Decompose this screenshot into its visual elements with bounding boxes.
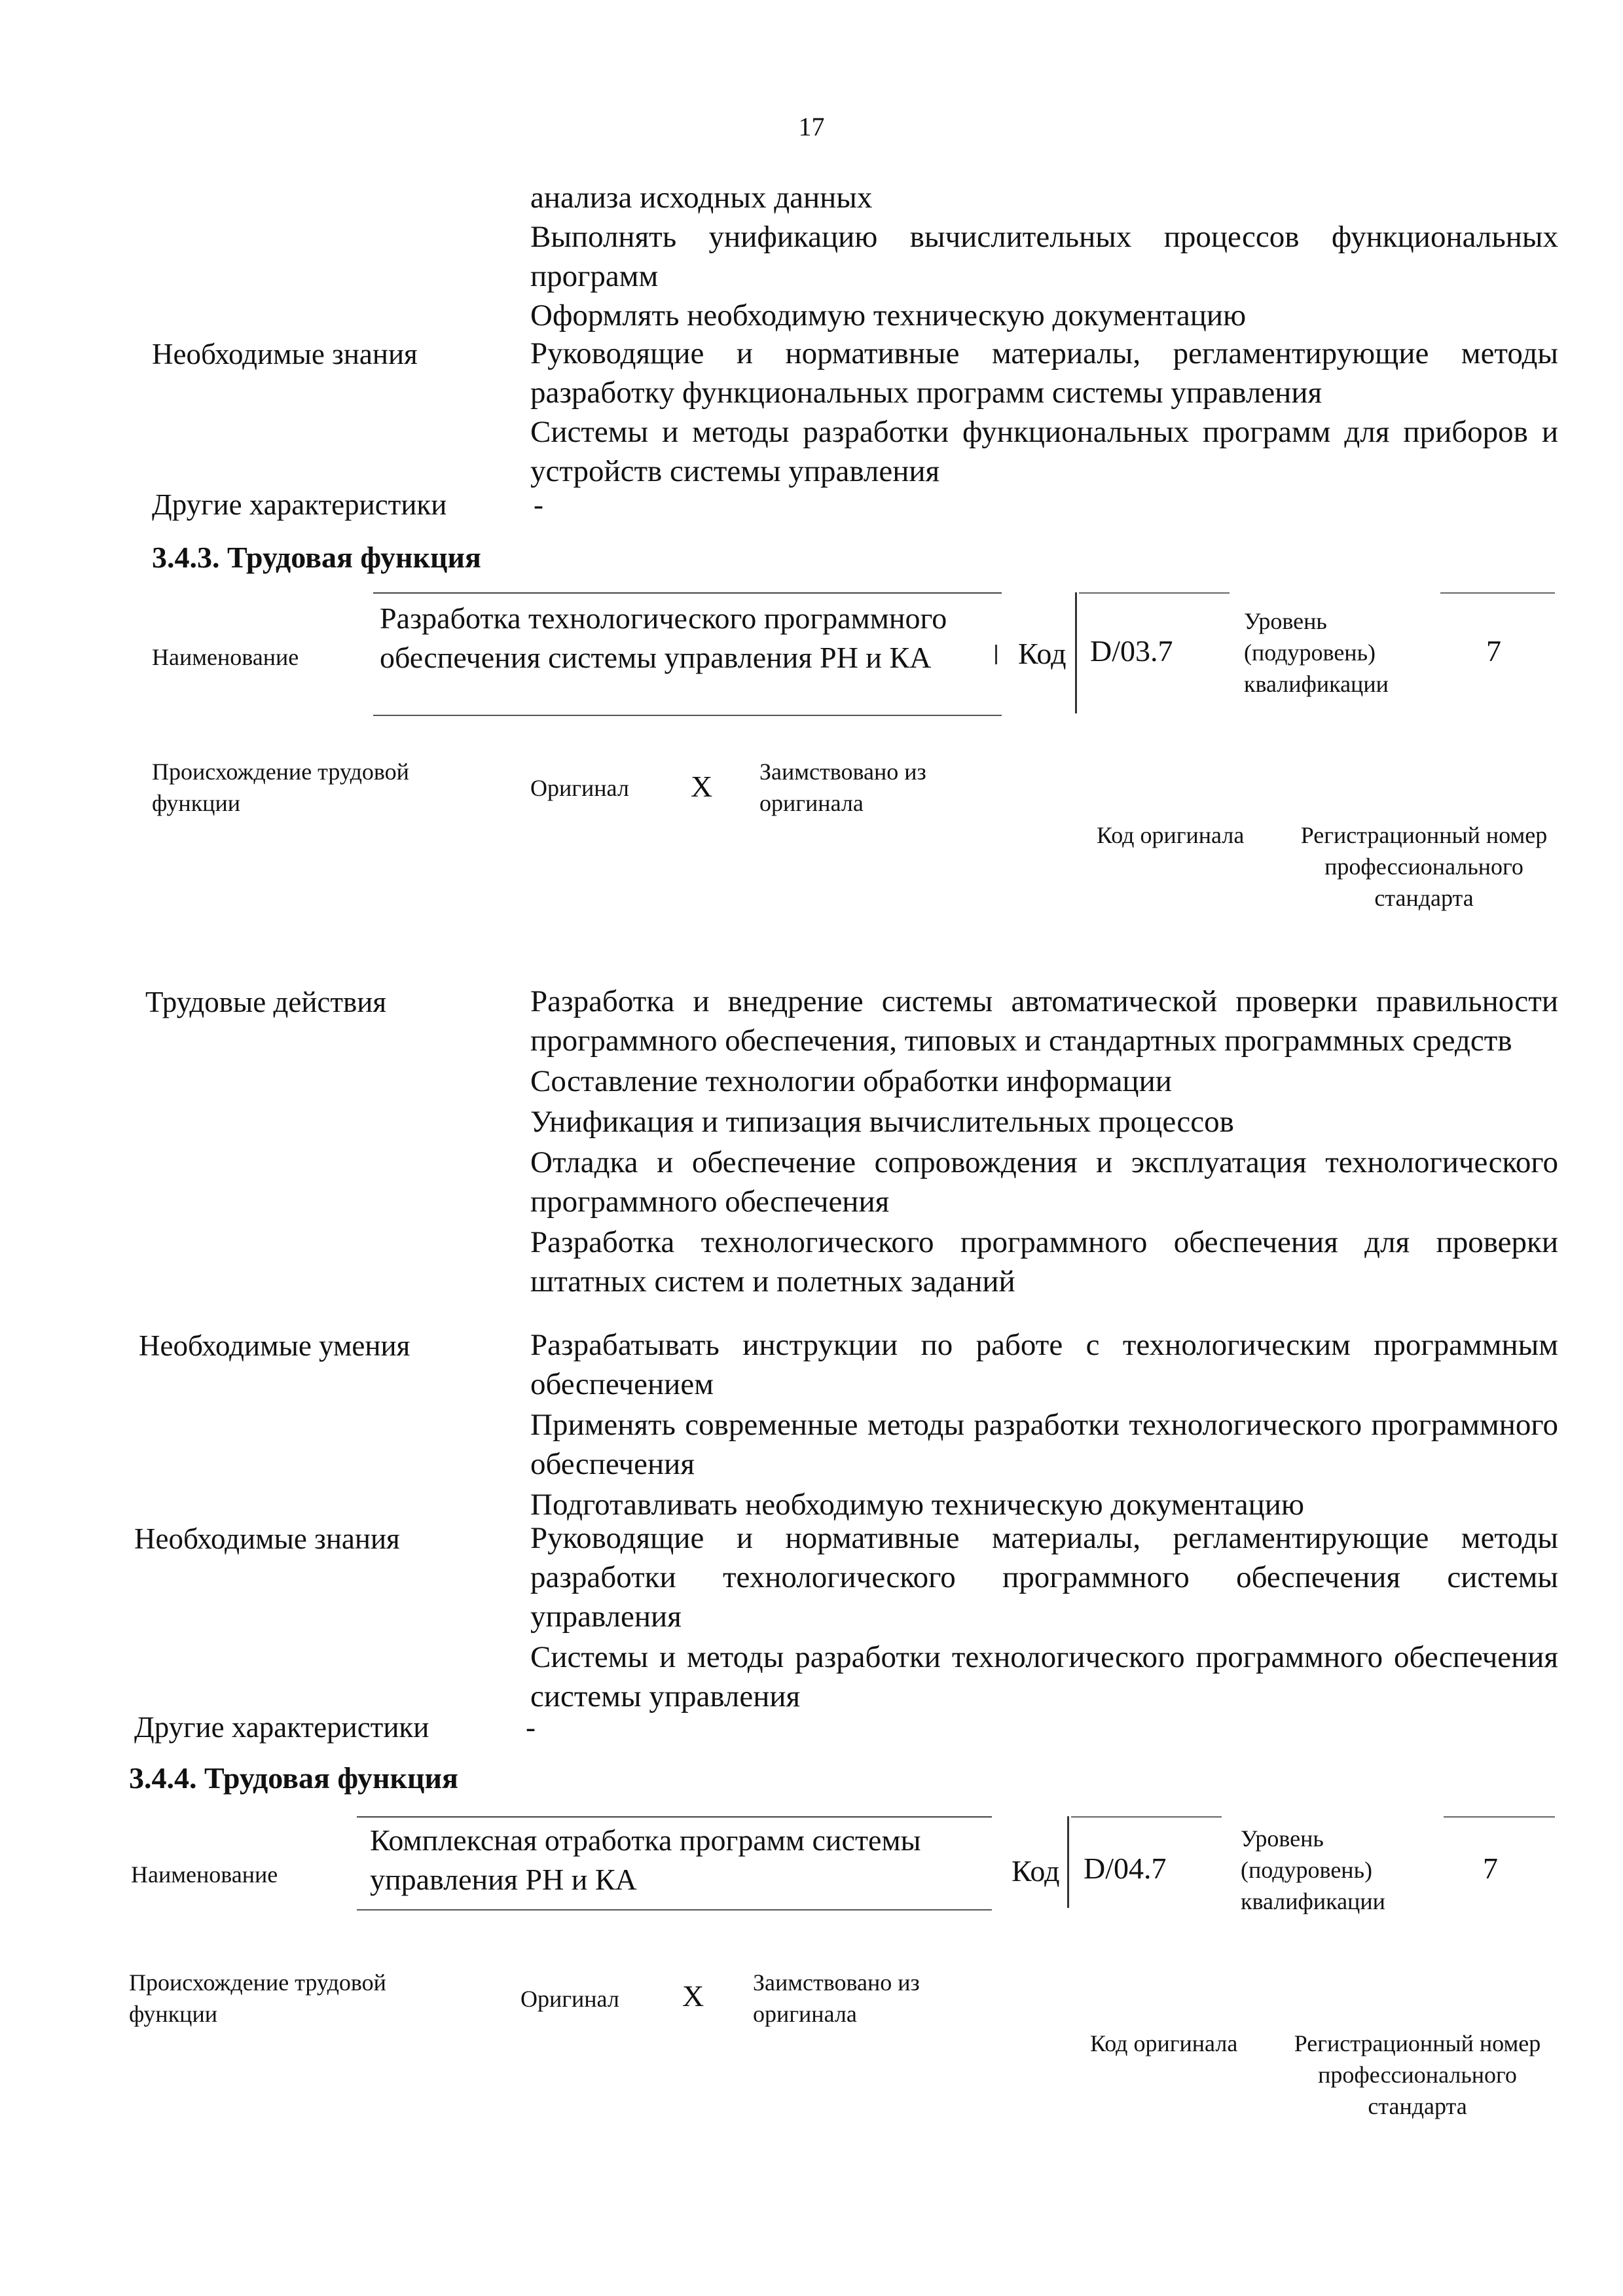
other-characteristics-label: Другие характеристики: [134, 1711, 429, 1744]
original-label: Оригинал: [530, 775, 629, 801]
skill-item: Разрабатывать инструкции по работе с технологическим программным обеспечением: [530, 1328, 1558, 1401]
original-mark: X: [691, 770, 713, 803]
labor-actions-list: [530, 982, 1558, 1301]
original-label: Оригинал: [520, 1986, 619, 2012]
function-code: D/03.7: [1090, 634, 1173, 668]
required-skills-label: Необходимые умения: [139, 1329, 410, 1362]
original-mark: X: [682, 1979, 704, 2013]
page-number: 17: [798, 112, 825, 141]
origin-label: Происхождение трудовой функции: [129, 1969, 386, 2027]
action-item: Унификация и типизация вычислительных процессов: [530, 1105, 1234, 1139]
divider: [1079, 592, 1230, 594]
level-label: Уровень (подуровень) квалификации: [1241, 1825, 1385, 1914]
skill-item: Применять современные методы разработки технологического программного обеспечения: [530, 1408, 1558, 1481]
divider: [1071, 1816, 1222, 1818]
knowledge-label: Необходимые знания: [152, 338, 418, 370]
skill-item: Оформлять необходимую техническую документацию: [530, 298, 1247, 332]
required-knowledge-label: Необходимые знания: [134, 1522, 400, 1555]
original-code-label: Код оригинала: [1097, 822, 1245, 848]
action-item: Разработка технологического программного обеспечения для проверки штатных систем и полетных заданий: [530, 1225, 1558, 1299]
other-characteristics-value: -: [526, 1711, 536, 1744]
borrowed-label: Заимствовано из оригинала: [753, 1969, 920, 2027]
function-name: Разработка технологического программного обеспечения системы управления РН и КА: [380, 601, 947, 674]
knowledge-item: Системы и методы разработки технологического программного обеспечения системы управления: [530, 1640, 1558, 1713]
knowledge-item: Системы и методы разработки функциональных программ для приборов и устройств системы управления: [530, 415, 1558, 488]
divider: [1067, 1816, 1069, 1908]
function-name: Комплексная отработка программ системы управления РН и КА: [370, 1823, 921, 1896]
divider: [1075, 592, 1077, 713]
code-label: Код: [1012, 1854, 1060, 1888]
section-heading-343: 3.4.3. Трудовая функция: [152, 541, 481, 574]
skill-item: Подготавливать необходимую техническую документацию: [530, 1488, 1304, 1522]
level-label: Уровень (подуровень) квалификации: [1244, 608, 1389, 697]
action-item: Отладка и обеспечение сопровождения и эксплуатация технологического программного обеспечения: [530, 1145, 1558, 1219]
original-code-label: Код оригинала: [1090, 2030, 1238, 2056]
knowledge-list: [530, 334, 1558, 491]
action-item: Разработка и внедрение системы автоматической проверки правильности программного обеспечения, типовых и стандартных программных средств: [530, 984, 1558, 1058]
action-item: Составление технологии обработки информации: [530, 1064, 1172, 1098]
name-label: Наименование: [131, 1861, 278, 1888]
code-label: Код: [1018, 637, 1067, 670]
borrowed-label: Заимствовано из оригинала: [759, 759, 926, 816]
origin-label: Происхождение трудовой функции: [152, 759, 409, 816]
level-value: 7: [1483, 1852, 1498, 1885]
skills-continuation: [530, 178, 1558, 335]
divider: [995, 645, 997, 664]
skill-item: анализа исходных данных: [530, 181, 873, 215]
other-characteristics-label: Другие характеристики: [152, 488, 447, 521]
registration-number-label: Регистрационный номер профессионального стандарта: [1300, 822, 1548, 911]
required-knowledge-list: [530, 1518, 1558, 1716]
labor-actions-label: Трудовые действия: [145, 986, 387, 1018]
section-heading-344: 3.4.4. Трудовая функция: [129, 1761, 458, 1795]
other-characteristics-value: -: [534, 488, 543, 521]
level-value: 7: [1486, 634, 1501, 668]
knowledge-item: Руководящие и нормативные материалы, регламентирующие методы разработки технологического программного обеспечения системы управления: [530, 1521, 1558, 1634]
divider: [1440, 592, 1555, 594]
knowledge-item: Руководящие и нормативные материалы, регламентирующие методы разработку функциональных программ системы управления: [530, 336, 1558, 410]
function-code: D/04.7: [1084, 1852, 1167, 1885]
required-skills-list: [530, 1325, 1558, 1524]
name-label: Наименование: [152, 644, 299, 670]
skill-item: Выполнять унификацию вычислительных процессов функциональных программ: [530, 220, 1558, 293]
divider: [1444, 1816, 1555, 1818]
registration-number-label: Регистрационный номер профессионального стандарта: [1294, 2030, 1541, 2119]
